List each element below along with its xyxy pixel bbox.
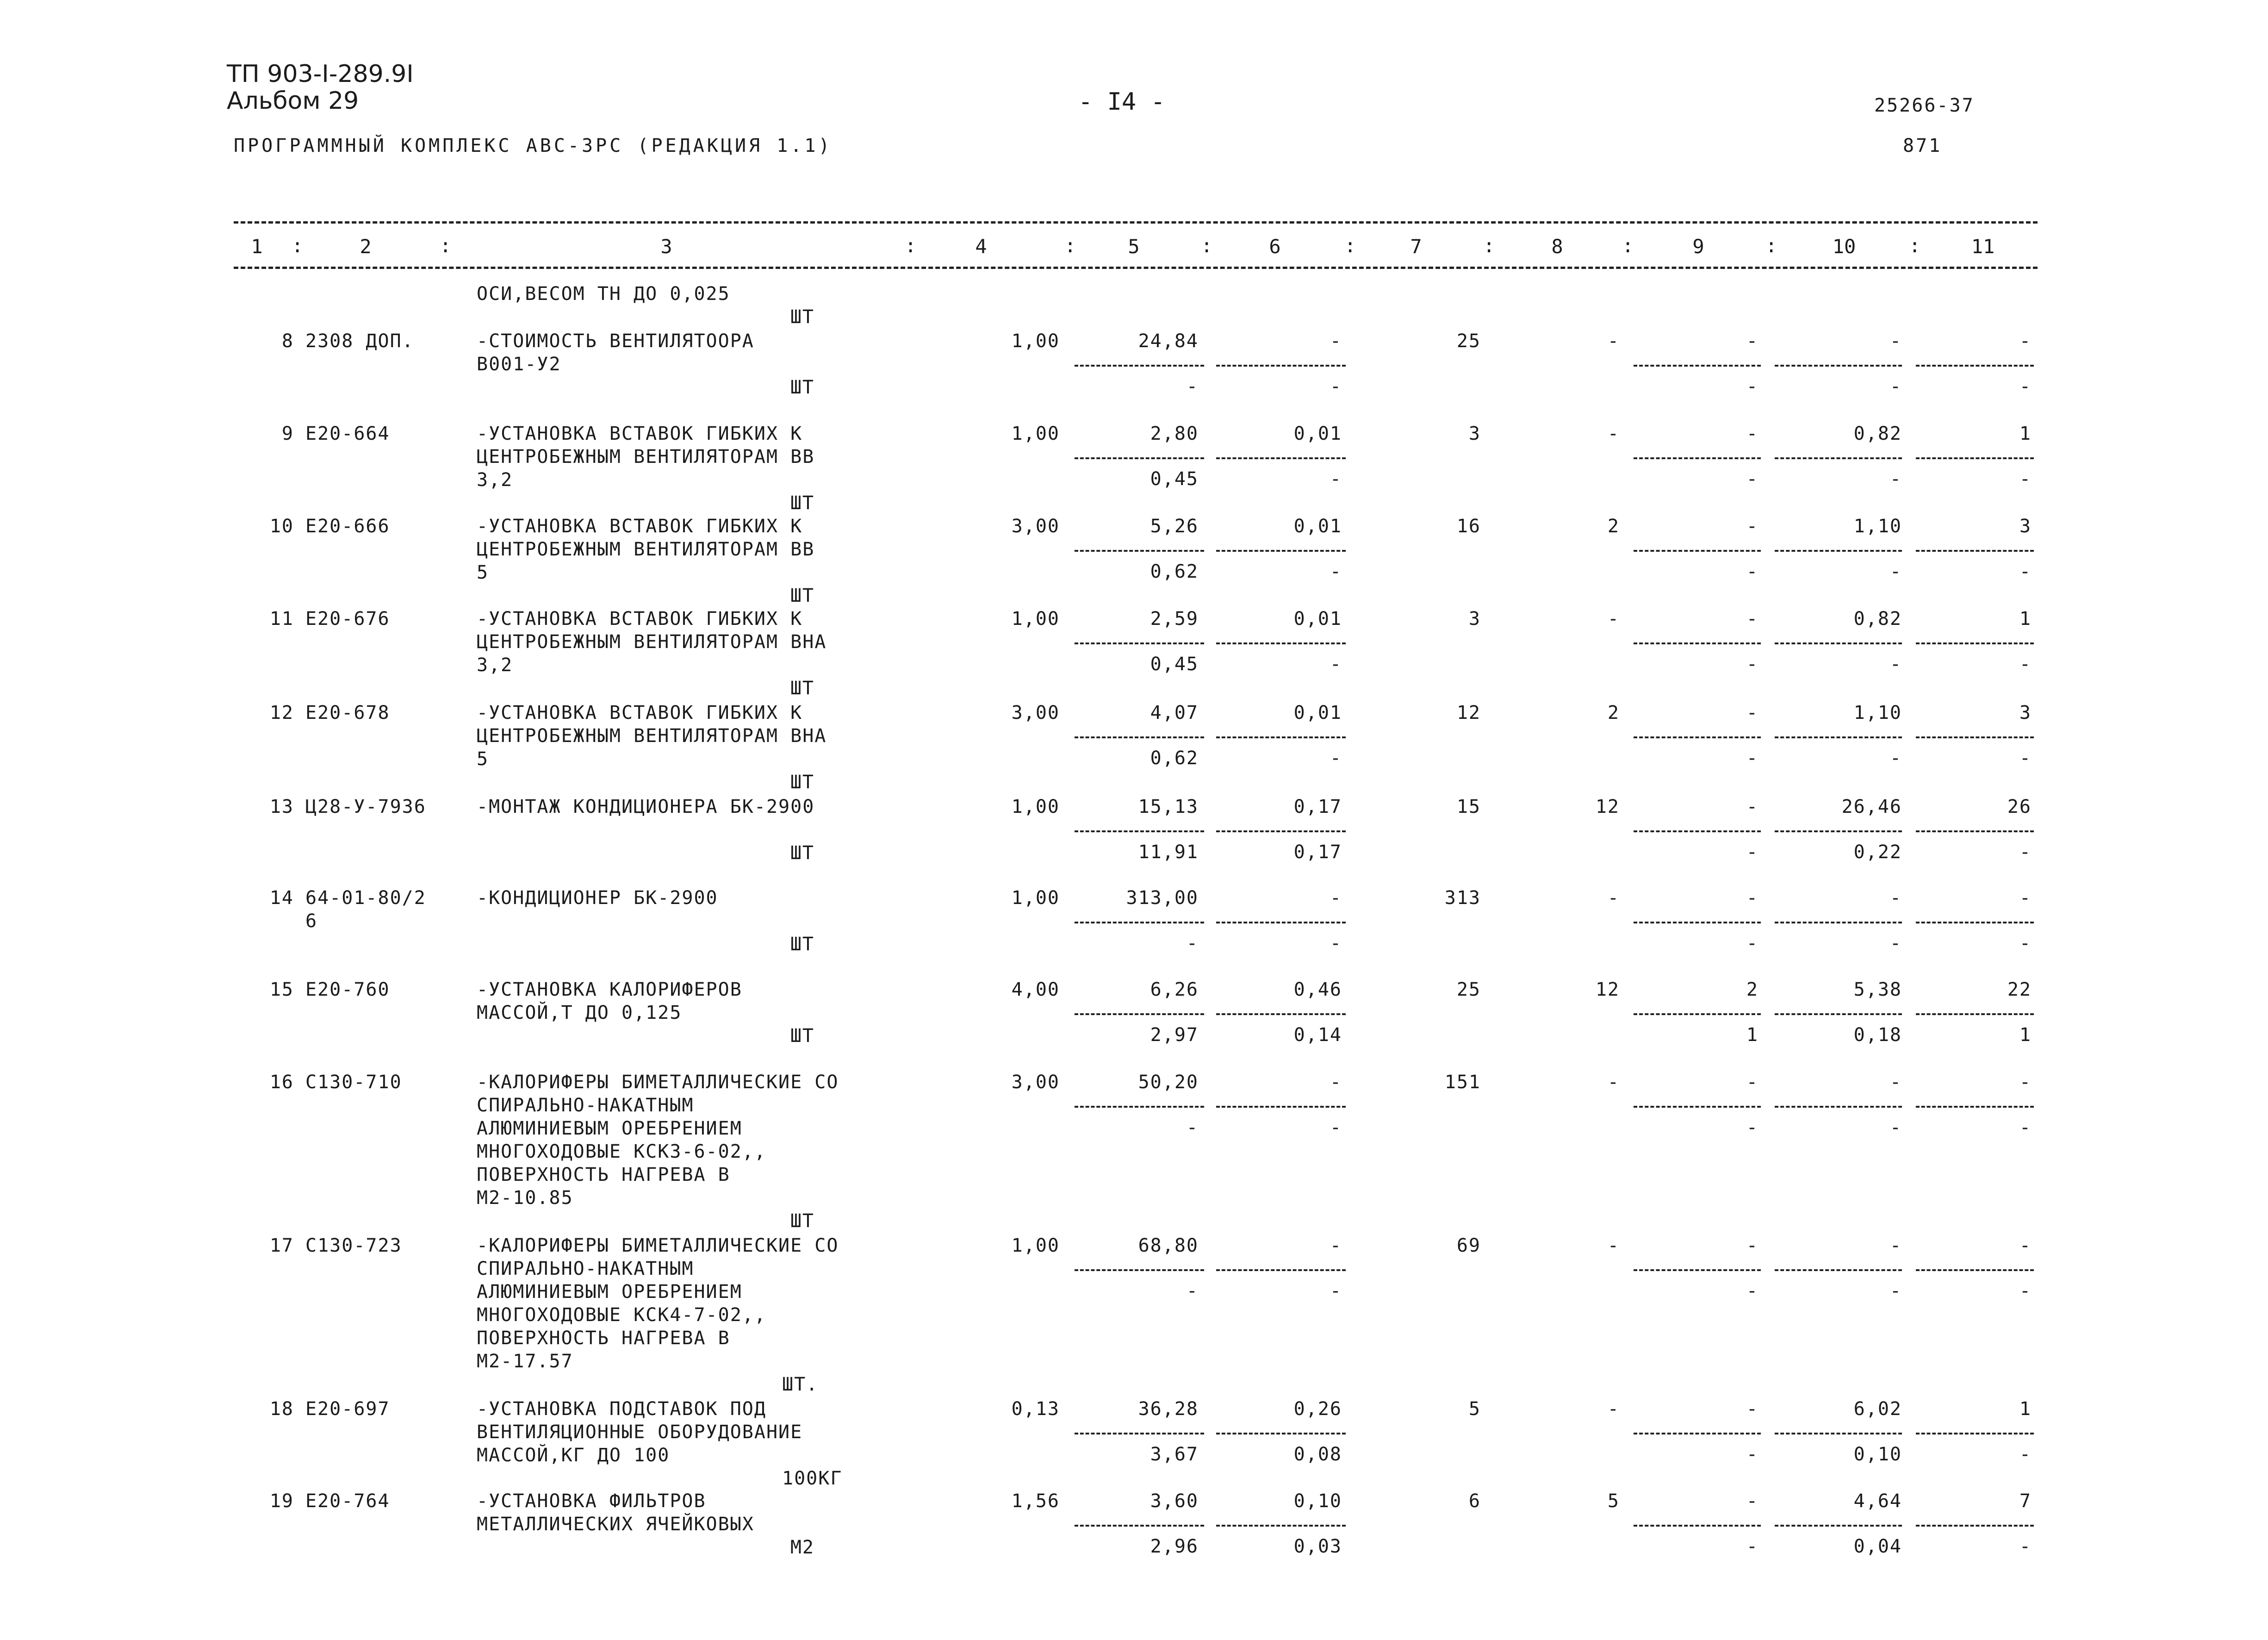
subtotal-dash-line bbox=[1634, 1106, 1761, 1108]
total-wage: - bbox=[1607, 887, 1620, 909]
machine-hours: 0,10 bbox=[1853, 1444, 1902, 1465]
total-wage: - bbox=[1607, 1398, 1620, 1420]
total-cost: 6 bbox=[1468, 1490, 1481, 1512]
unit-machine-wage: 0,17 bbox=[1293, 842, 1342, 863]
subtotal-dash-line bbox=[1775, 1525, 1902, 1527]
column-header-5: 5 bbox=[1128, 235, 1140, 258]
unit-cost: 36,28 bbox=[1138, 1398, 1199, 1420]
total-wage: - bbox=[1607, 1072, 1620, 1093]
unit-cost: 3,60 bbox=[1150, 1490, 1199, 1512]
row-number: 10 bbox=[269, 516, 294, 537]
machine-cost: - bbox=[1746, 1490, 1758, 1512]
subtotal-dash-line bbox=[1634, 1269, 1761, 1271]
column-separator: : bbox=[1064, 234, 1076, 257]
quantity: 1,00 bbox=[1011, 423, 1060, 444]
unit-of-measure: ШТ. bbox=[782, 1374, 819, 1395]
subtotal-dash-line bbox=[1216, 1433, 1346, 1434]
unit-wage: - bbox=[1330, 1072, 1342, 1093]
machine-hours: - bbox=[1889, 933, 1902, 954]
unit-machine-cost: 2,96 bbox=[1150, 1536, 1199, 1557]
machine-hours: - bbox=[1889, 748, 1902, 769]
subtotal-dash-line bbox=[1634, 1525, 1761, 1527]
subtotal-dash-line bbox=[1775, 1433, 1902, 1434]
labor-hours: 6,02 bbox=[1853, 1398, 1902, 1420]
unit-cost: 50,20 bbox=[1138, 1072, 1199, 1093]
subtotal-dash-line bbox=[1775, 365, 1902, 367]
unit-machine-cost: 3,67 bbox=[1150, 1444, 1199, 1465]
total-cost: 3 bbox=[1468, 423, 1481, 444]
table-header-rule bbox=[234, 267, 2038, 269]
machine-cost: - bbox=[1746, 1398, 1758, 1420]
machine-cost: - bbox=[1746, 608, 1758, 630]
machine-hours: 0,18 bbox=[1853, 1024, 1902, 1046]
machine-hours: 0,22 bbox=[1853, 842, 1902, 863]
column-header-3: 3 bbox=[660, 235, 672, 258]
unit-machine-cost: 11,91 bbox=[1138, 842, 1199, 863]
quantity: 4,00 bbox=[1011, 979, 1060, 1000]
subtotal-dash-line bbox=[1916, 365, 2034, 367]
labor-hours: 1,10 bbox=[1853, 702, 1902, 723]
column-separator: : bbox=[292, 234, 304, 257]
total-cost: 15 bbox=[1456, 796, 1481, 817]
subtotal-dash-line bbox=[1075, 1106, 1204, 1108]
row-number: 18 bbox=[269, 1398, 294, 1420]
subtotal-dash-line bbox=[1916, 830, 2034, 832]
unit-machine-cost: 0,45 bbox=[1150, 468, 1199, 490]
subtotal-dash-line bbox=[1775, 1013, 1902, 1015]
rate-code: 2308 ДОП. bbox=[305, 330, 414, 352]
rate-code: С130-710 bbox=[305, 1072, 402, 1093]
subtotal-dash-line bbox=[1634, 736, 1761, 738]
total-wage: 2 bbox=[1607, 702, 1620, 723]
quantity: 1,56 bbox=[1011, 1490, 1060, 1512]
labor-total: 3 bbox=[2019, 516, 2032, 537]
unit-wage: 0,26 bbox=[1293, 1398, 1342, 1420]
row-number: 16 bbox=[269, 1072, 294, 1093]
column-separator: : bbox=[1765, 234, 1777, 257]
machine-hours: - bbox=[1889, 561, 1902, 582]
unit-wage: - bbox=[1330, 330, 1342, 352]
rate-code: Е20-676 bbox=[305, 608, 390, 630]
quantity: 3,00 bbox=[1011, 516, 1060, 537]
continuation-text: ОСИ,ВЕСОМ ТН ДО 0,025 bbox=[477, 283, 730, 305]
unit-machine-wage: - bbox=[1330, 654, 1342, 675]
quantity: 1,00 bbox=[1011, 330, 1060, 352]
machine-hours-total: - bbox=[2019, 842, 2032, 863]
subtotal-dash-line bbox=[1075, 1433, 1204, 1434]
work-description: -УСТАНОВКА КАЛОРИФЕРОВ МАССОЙ,Т ДО 0,125 bbox=[477, 979, 742, 1023]
machine-hours-total: - bbox=[2019, 1117, 2032, 1138]
column-header-9: 9 bbox=[1692, 235, 1704, 258]
work-description: -УСТАНОВКА ВСТАВОК ГИБКИХ К ЦЕНТРОБЕЖНЫМ ВЕНТИЛЯТОРАМ ВНА 5 bbox=[477, 702, 827, 770]
total-cost: 25 bbox=[1456, 979, 1481, 1000]
unit-machine-cost: 2,97 bbox=[1150, 1024, 1199, 1046]
subtotal-dash-line bbox=[1216, 365, 1346, 367]
table-top-rule bbox=[234, 221, 2038, 224]
subtotal-dash-line bbox=[1916, 642, 2034, 644]
column-header-1: 1 bbox=[251, 235, 263, 258]
machine-cost: - bbox=[1746, 796, 1758, 817]
machine-hours-total: - bbox=[2019, 468, 2032, 490]
subtotal-dash-line bbox=[1075, 1525, 1204, 1527]
row-number: 17 bbox=[269, 1235, 294, 1256]
column-header-4: 4 bbox=[975, 235, 987, 258]
unit-wage: 0,46 bbox=[1293, 979, 1342, 1000]
subtotal-dash-line bbox=[1075, 457, 1204, 459]
total-cost: 5 bbox=[1468, 1398, 1481, 1420]
subtotal-dash-line bbox=[1075, 1269, 1204, 1271]
rate-code: Е20-664 bbox=[305, 423, 390, 444]
quantity: 3,00 bbox=[1011, 702, 1060, 723]
labor-hours: 0,82 bbox=[1853, 608, 1902, 630]
column-header-11: 11 bbox=[1971, 235, 1995, 258]
total-cost: 69 bbox=[1456, 1235, 1481, 1256]
subtotal-dash-line bbox=[1075, 830, 1204, 832]
unit-machine-cost: - bbox=[1186, 376, 1199, 397]
machine-wage: 1 bbox=[1746, 1024, 1758, 1046]
machine-cost: 2 bbox=[1746, 979, 1758, 1000]
subtotal-dash-line bbox=[1775, 1106, 1902, 1108]
labor-total: - bbox=[2019, 330, 2032, 352]
unit-of-measure: ШТ bbox=[790, 377, 814, 398]
unit-of-measure: ШТ bbox=[790, 1025, 814, 1047]
work-description: -КАЛОРИФЕРЫ БИМЕТАЛЛИЧЕСКИЕ СО СПИРАЛЬНО-НАКАТНЫМ АЛЮМИНИЕВЫМ ОРЕБРЕНИЕМ МНОГОХОДОВЫЕ КСК4-7-02,, ПОВЕРХНОСТЬ НАГРЕВА В М2-17.57 bbox=[477, 1235, 839, 1372]
unit-machine-wage: - bbox=[1330, 561, 1342, 582]
total-wage: 12 bbox=[1595, 979, 1620, 1000]
machine-hours-total: - bbox=[2019, 1280, 2032, 1302]
subtotal-dash-line bbox=[1634, 1013, 1761, 1015]
machine-hours-total: - bbox=[2019, 376, 2032, 397]
labor-hours: 26,46 bbox=[1841, 796, 1902, 817]
quantity: 3,00 bbox=[1011, 1072, 1060, 1093]
unit-cost: 313,00 bbox=[1126, 887, 1199, 909]
machine-wage: - bbox=[1746, 654, 1758, 675]
subtotal-dash-line bbox=[1916, 1269, 2034, 1271]
machine-wage: - bbox=[1746, 842, 1758, 863]
labor-hours: - bbox=[1889, 1072, 1902, 1093]
labor-total: 7 bbox=[2019, 1490, 2032, 1512]
subtotal-dash-line bbox=[1634, 1433, 1761, 1434]
machine-hours-total: - bbox=[2019, 933, 2032, 954]
unit-wage: 0,01 bbox=[1293, 608, 1342, 630]
subtotal-dash-line bbox=[1075, 365, 1204, 367]
quantity: 0,13 bbox=[1011, 1398, 1060, 1420]
unit-of-measure: ШТ bbox=[790, 934, 814, 955]
work-description: -УСТАНОВКА ВСТАВОК ГИБКИХ К ЦЕНТРОБЕЖНЫМ ВЕНТИЛЯТОРАМ ВВ 3,2 bbox=[477, 423, 815, 491]
subtotal-dash-line bbox=[1634, 642, 1761, 644]
machine-hours-total: - bbox=[2019, 748, 2032, 769]
rate-code: Е20-760 bbox=[305, 979, 390, 1000]
subtotal-dash-line bbox=[1775, 830, 1902, 832]
total-wage: 5 bbox=[1607, 1490, 1620, 1512]
subtotal-dash-line bbox=[1916, 736, 2034, 738]
total-cost: 25 bbox=[1456, 330, 1481, 352]
unit-machine-wage: - bbox=[1330, 468, 1342, 490]
column-separator: : bbox=[1909, 234, 1921, 257]
subtotal-dash-line bbox=[1916, 1106, 2034, 1108]
unit-wage: 0,10 bbox=[1293, 1490, 1342, 1512]
machine-hours: - bbox=[1889, 376, 1902, 397]
page-number: - I4 - bbox=[1078, 88, 1165, 116]
page-code: 871 bbox=[1903, 135, 1942, 156]
labor-hours: - bbox=[1889, 1235, 1902, 1256]
machine-hours: - bbox=[1889, 654, 1902, 675]
machine-hours-total: - bbox=[2019, 1444, 2032, 1465]
rate-code: Е20-666 bbox=[305, 516, 390, 537]
machine-wage: - bbox=[1746, 1444, 1758, 1465]
subtotal-dash-line bbox=[1634, 365, 1761, 367]
total-wage: - bbox=[1607, 608, 1620, 630]
column-separator: : bbox=[1483, 234, 1495, 257]
machine-hours: - bbox=[1889, 1280, 1902, 1302]
total-wage: - bbox=[1607, 330, 1620, 352]
subtotal-dash-line bbox=[1916, 922, 2034, 923]
program-title: ПРОГРАММНЫЙ КОМПЛЕКС АВС-3РС (РЕДАКЦИЯ 1.1) bbox=[234, 135, 833, 156]
unit-cost: 68,80 bbox=[1138, 1235, 1199, 1256]
rate-code: Е20-678 bbox=[305, 702, 390, 723]
labor-total: 22 bbox=[2007, 979, 2032, 1000]
unit-of-measure: ШТ bbox=[790, 772, 814, 793]
unit-cost: 6,26 bbox=[1150, 979, 1199, 1000]
labor-hours: 5,38 bbox=[1853, 979, 1902, 1000]
work-description: -УСТАНОВКА ФИЛЬТРОВ МЕТАЛЛИЧЕСКИХ ЯЧЕЙКОВЫХ bbox=[477, 1490, 754, 1535]
unit-wage: 0,01 bbox=[1293, 423, 1342, 444]
machine-hours-total: 1 bbox=[2019, 1024, 2032, 1046]
machine-hours-total: - bbox=[2019, 561, 2032, 582]
subtotal-dash-line bbox=[1075, 1013, 1204, 1015]
subtotal-dash-line bbox=[1216, 457, 1346, 459]
row-number: 12 bbox=[269, 702, 294, 723]
rate-code: 64-01-80/2 6 bbox=[305, 887, 426, 932]
subtotal-dash-line bbox=[1216, 1525, 1346, 1527]
column-separator: : bbox=[1344, 234, 1356, 257]
labor-hours: - bbox=[1889, 887, 1902, 909]
subtotal-dash-line bbox=[1775, 1269, 1902, 1271]
column-header-8: 8 bbox=[1551, 235, 1563, 258]
work-description: -УСТАНОВКА ПОДСТАВОК ПОД ВЕНТИЛЯЦИОННЫЕ ОБОРУДОВАНИЕ МАССОЙ,КГ ДО 100 bbox=[477, 1398, 803, 1466]
unit-machine-wage: 0,14 bbox=[1293, 1024, 1342, 1046]
quantity: 1,00 bbox=[1011, 1235, 1060, 1256]
subtotal-dash-line bbox=[1634, 922, 1761, 923]
subtotal-dash-line bbox=[1216, 550, 1346, 552]
total-wage: - bbox=[1607, 423, 1620, 444]
row-number: 15 bbox=[269, 979, 294, 1000]
machine-wage: - bbox=[1746, 468, 1758, 490]
work-description: -КАЛОРИФЕРЫ БИМЕТАЛЛИЧЕСКИЕ СО СПИРАЛЬНО-НАКАТНЫМ АЛЮМИНИЕВЫМ ОРЕБРЕНИЕМ МНОГОХОДОВЫЕ КСК3-6-02,, ПОВЕРХНОСТЬ НАГРЕВА В М2-10.85 bbox=[477, 1072, 839, 1209]
unit-machine-cost: 0,62 bbox=[1150, 748, 1199, 769]
unit-wage: 0,01 bbox=[1293, 516, 1342, 537]
unit-of-measure: ШТ bbox=[790, 1210, 814, 1232]
unit-machine-wage: - bbox=[1330, 1280, 1342, 1302]
row-number: 8 bbox=[281, 330, 294, 352]
subtotal-dash-line bbox=[1634, 550, 1761, 552]
machine-hours: - bbox=[1889, 468, 1902, 490]
rate-code: С130-723 bbox=[305, 1235, 402, 1256]
unit-machine-wage: 0,08 bbox=[1293, 1444, 1342, 1465]
labor-total: - bbox=[2019, 1072, 2032, 1093]
machine-hours: 0,04 bbox=[1853, 1536, 1902, 1557]
labor-hours: - bbox=[1889, 330, 1902, 352]
work-description: -УСТАНОВКА ВСТАВОК ГИБКИХ К ЦЕНТРОБЕЖНЫМ ВЕНТИЛЯТОРАМ ВВ 5 bbox=[477, 516, 815, 583]
machine-cost: - bbox=[1746, 887, 1758, 909]
row-number: 9 bbox=[281, 423, 294, 444]
quantity: 1,00 bbox=[1011, 887, 1060, 909]
total-wage: 2 bbox=[1607, 516, 1620, 537]
subtotal-dash-line bbox=[1916, 1433, 2034, 1434]
machine-wage: - bbox=[1746, 748, 1758, 769]
subtotal-dash-line bbox=[1216, 830, 1346, 832]
column-header-7: 7 bbox=[1410, 235, 1422, 258]
unit-machine-wage: 0,03 bbox=[1293, 1536, 1342, 1557]
unit-wage: 0,17 bbox=[1293, 796, 1342, 817]
unit-of-measure: ШТ bbox=[790, 493, 814, 514]
unit-cost: 24,84 bbox=[1138, 330, 1199, 352]
rate-code: Е20-697 bbox=[305, 1398, 390, 1420]
machine-cost: - bbox=[1746, 330, 1758, 352]
subtotal-dash-line bbox=[1916, 457, 2034, 459]
total-cost: 3 bbox=[1468, 608, 1481, 630]
unit-cost: 2,80 bbox=[1150, 423, 1199, 444]
machine-wage: - bbox=[1746, 1117, 1758, 1138]
column-separator: : bbox=[905, 234, 917, 257]
unit-machine-wage: - bbox=[1330, 1117, 1342, 1138]
subtotal-dash-line bbox=[1075, 922, 1204, 923]
machine-wage: - bbox=[1746, 1536, 1758, 1557]
subtotal-dash-line bbox=[1775, 922, 1902, 923]
labor-hours: 1,10 bbox=[1853, 516, 1902, 537]
rate-code: Е20-764 bbox=[305, 1490, 390, 1512]
subtotal-dash-line bbox=[1075, 550, 1204, 552]
unit-wage: 0,01 bbox=[1293, 702, 1342, 723]
subtotal-dash-line bbox=[1634, 830, 1761, 832]
row-number: 14 bbox=[269, 887, 294, 909]
subtotal-dash-line bbox=[1075, 736, 1204, 738]
labor-hours: 4,64 bbox=[1853, 1490, 1902, 1512]
machine-wage: - bbox=[1746, 376, 1758, 397]
unit-cost: 5,26 bbox=[1150, 516, 1199, 537]
column-header-6: 6 bbox=[1269, 235, 1281, 258]
machine-cost: - bbox=[1746, 516, 1758, 537]
subtotal-dash-line bbox=[1216, 736, 1346, 738]
column-header-10: 10 bbox=[1832, 235, 1856, 258]
subtotal-dash-line bbox=[1075, 642, 1204, 644]
quantity: 1,00 bbox=[1011, 608, 1060, 630]
total-cost: 151 bbox=[1444, 1072, 1481, 1093]
work-description: -МОНТАЖ КОНДИЦИОНЕРА БК-2900 bbox=[477, 796, 815, 817]
quantity: 1,00 bbox=[1011, 796, 1060, 817]
total-cost: 16 bbox=[1456, 516, 1481, 537]
total-cost: 12 bbox=[1456, 702, 1481, 723]
total-wage: 12 bbox=[1595, 796, 1620, 817]
labor-total: 26 bbox=[2007, 796, 2032, 817]
unit-machine-cost: 0,62 bbox=[1150, 561, 1199, 582]
row-number: 13 bbox=[269, 796, 294, 817]
unit-machine-wage: - bbox=[1330, 933, 1342, 954]
labor-total: - bbox=[2019, 887, 2032, 909]
subtotal-dash-line bbox=[1775, 550, 1902, 552]
archive-number: 25266-37 bbox=[1874, 95, 1975, 116]
machine-wage: - bbox=[1746, 561, 1758, 582]
total-cost: 313 bbox=[1444, 887, 1481, 909]
labor-hours: 0,82 bbox=[1853, 423, 1902, 444]
labor-total: - bbox=[2019, 1235, 2032, 1256]
machine-hours: - bbox=[1889, 1117, 1902, 1138]
machine-cost: - bbox=[1746, 1235, 1758, 1256]
subtotal-dash-line bbox=[1916, 1525, 2034, 1527]
subtotal-dash-line bbox=[1775, 457, 1902, 459]
subtotal-dash-line bbox=[1216, 1013, 1346, 1015]
labor-total: 1 bbox=[2019, 1398, 2032, 1420]
column-separator: : bbox=[1622, 234, 1634, 257]
subtotal-dash-line bbox=[1216, 922, 1346, 923]
subtotal-dash-line bbox=[1775, 642, 1902, 644]
rate-code: Ц28-У-7936 bbox=[305, 796, 426, 817]
subtotal-dash-line bbox=[1216, 1106, 1346, 1108]
subtotal-dash-line bbox=[1916, 550, 2034, 552]
machine-wage: - bbox=[1746, 933, 1758, 954]
unit-machine-cost: - bbox=[1186, 1280, 1199, 1302]
unit-of-measure: ШТ bbox=[790, 585, 814, 606]
work-description: -УСТАНОВКА ВСТАВОК ГИБКИХ К ЦЕНТРОБЕЖНЫМ ВЕНТИЛЯТОРАМ ВНА 3,2 bbox=[477, 608, 827, 676]
unit-wage: - bbox=[1330, 887, 1342, 909]
unit-cost: 4,07 bbox=[1150, 702, 1199, 723]
row-number: 19 bbox=[269, 1490, 294, 1512]
machine-hours-total: - bbox=[2019, 1536, 2032, 1557]
machine-cost: - bbox=[1746, 423, 1758, 444]
subtotal-dash-line bbox=[1216, 642, 1346, 644]
unit-machine-wage: - bbox=[1330, 376, 1342, 397]
album-label: Альбом 29 bbox=[227, 87, 359, 115]
unit-cost: 15,13 bbox=[1138, 796, 1199, 817]
unit-cost: 2,59 bbox=[1150, 608, 1199, 630]
labor-total: 1 bbox=[2019, 608, 2032, 630]
machine-cost: - bbox=[1746, 1072, 1758, 1093]
labor-total: 1 bbox=[2019, 423, 2032, 444]
machine-wage: - bbox=[1746, 1280, 1758, 1302]
subtotal-dash-line bbox=[1634, 457, 1761, 459]
subtotal-dash-line bbox=[1916, 1013, 2034, 1015]
column-separator: : bbox=[440, 234, 452, 257]
work-description: -КОНДИЦИОНЕР БК-2900 bbox=[477, 887, 718, 909]
labor-total: 3 bbox=[2019, 702, 2032, 723]
unit-of-measure: ШТ bbox=[790, 678, 814, 699]
unit-machine-cost: - bbox=[1186, 1117, 1199, 1138]
machine-cost: - bbox=[1746, 702, 1758, 723]
unit-of-measure: М2 bbox=[790, 1537, 814, 1558]
subtotal-dash-line bbox=[1775, 736, 1902, 738]
subtotal-dash-line bbox=[1216, 1269, 1346, 1271]
unit-machine-cost: - bbox=[1186, 933, 1199, 954]
row-number: 11 bbox=[269, 608, 294, 630]
unit-of-measure: ШТ bbox=[790, 842, 814, 864]
unit-machine-cost: 0,45 bbox=[1150, 654, 1199, 675]
work-description: -СТОИМОСТЬ ВЕНТИЛЯТООРА В001-У2 bbox=[477, 330, 754, 375]
continuation-unit: ШТ bbox=[790, 306, 814, 328]
unit-wage: - bbox=[1330, 1235, 1342, 1256]
total-wage: - bbox=[1607, 1235, 1620, 1256]
column-header-2: 2 bbox=[360, 235, 372, 258]
unit-machine-wage: - bbox=[1330, 748, 1342, 769]
unit-of-measure: 100КГ bbox=[782, 1468, 843, 1489]
machine-hours-total: - bbox=[2019, 654, 2032, 675]
column-separator: : bbox=[1201, 234, 1213, 257]
doc-code: ТП 903-I-289.9I bbox=[227, 60, 414, 88]
